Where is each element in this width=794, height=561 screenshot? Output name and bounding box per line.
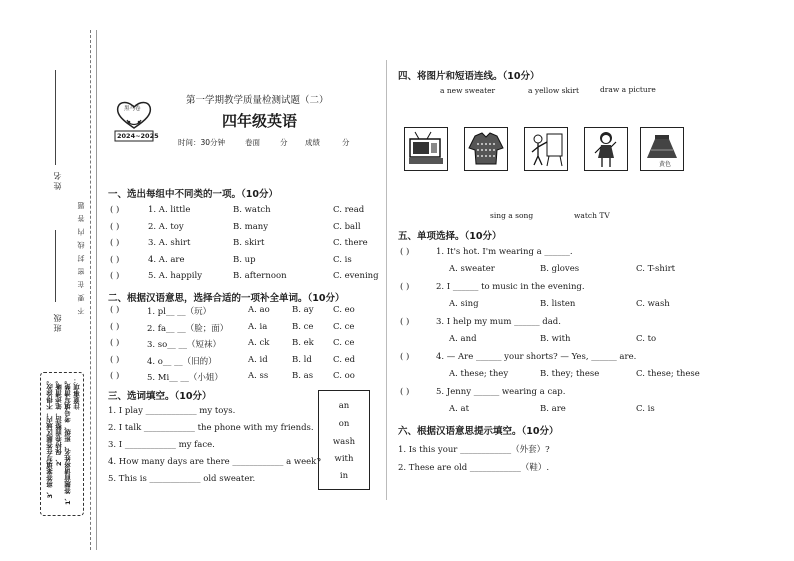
option-a: A. ia: [248, 321, 268, 332]
question-text: 4. o__ __（旧的）: [147, 356, 217, 367]
column-divider: [386, 60, 387, 500]
option-b: B. they; these: [540, 369, 600, 379]
question-text: 2. I ______ to music in the evening.: [436, 282, 585, 292]
answer-bracket: ( ): [110, 321, 120, 332]
name-blank: [55, 70, 57, 165]
option-b: B. ce: [292, 321, 314, 332]
question-text: 1. It's hot. I'm wearing a ______.: [436, 247, 573, 257]
answer-bracket: ( ): [110, 338, 120, 348]
option-c: C. wash: [636, 299, 670, 309]
tv-picture: [404, 127, 448, 171]
fill-blank-item: 5. This is ____________ old sweater.: [108, 474, 256, 484]
option-a: A. and: [449, 334, 477, 344]
answer-bracket: ( ): [110, 371, 120, 381]
option-b: B. ld: [292, 354, 312, 365]
sweater-picture: [464, 127, 508, 171]
answer-bracket: ( ): [400, 247, 410, 257]
section6-item-1: 1. Is this your ____________（外套）?: [398, 445, 550, 455]
option-b: B. afternoon: [233, 271, 287, 281]
notice-line-2: 2、保持卷面整洁，笔迹清晰。: [55, 377, 63, 467]
word-bank-item: on: [338, 419, 350, 429]
main-title: 四年级英语: [222, 112, 298, 130]
seal-line-inner: [96, 30, 97, 550]
fill-blank-item: 3. I ____________ my face.: [108, 440, 215, 450]
option-b: B. gloves: [540, 264, 580, 274]
question-text: 1. pl__ __（玩）: [147, 307, 212, 317]
option-c: C. oo: [333, 371, 355, 381]
option-c: C. is: [333, 254, 352, 265]
answer-bracket: ( ): [400, 317, 410, 327]
option-a: 5. A. happily: [148, 271, 203, 281]
option-c: C. read: [333, 205, 365, 215]
question-text: 3. so__ __（短袜）: [147, 340, 221, 350]
option-b: B. up: [233, 254, 256, 265]
answer-bracket: ( ): [110, 271, 120, 281]
skirt-picture: [640, 127, 684, 171]
seal-line: [90, 30, 91, 550]
option-a: A. these; they: [449, 369, 509, 379]
section6-item-2: 2. These are old ____________（鞋）.: [398, 463, 550, 473]
phrase-watch-tv: watch TV: [574, 211, 610, 220]
answer-bracket: ( ): [110, 205, 120, 215]
answer-bracket: ( ): [110, 254, 120, 265]
notice-line-1: 1、答题前请将姓名、班级、考号填写清楚。: [64, 377, 72, 506]
name-label: 姓名: [53, 170, 62, 190]
answer-bracket: ( ): [400, 387, 410, 397]
answer-bracket: ( ): [110, 238, 120, 248]
fill-blank-item: 1. I play ____________ my toys.: [108, 406, 236, 416]
notice-title: 注意事项：: [73, 377, 81, 410]
option-c: C. there: [333, 238, 368, 248]
word-bank-item: in: [339, 471, 349, 481]
phrase-draw-picture: draw a picture: [600, 85, 656, 94]
section2-title: 二、根据汉语意思，选择合适的一项补全单词。（10分）: [108, 293, 345, 304]
answer-bracket: ( ): [110, 354, 120, 365]
score1-unit: 分: [280, 138, 288, 147]
option-a: A. ck: [248, 338, 270, 348]
option-b: B. ek: [292, 338, 314, 348]
phrase-sing-song: sing a song: [490, 211, 534, 220]
fill-blank-item: 4. How many days are there ____________ a week?: [108, 457, 321, 467]
section6-title: 六、根据汉语意思提示填空。（10分）: [398, 426, 559, 437]
option-b: B. listen: [540, 299, 576, 309]
phrase-yellow-skirt: a yellow skirt: [528, 86, 580, 95]
exam-title: 第一学期教学质量检测试题（二）: [186, 95, 329, 106]
option-b: B. are: [540, 404, 566, 414]
skirt-caption: 黄色: [659, 161, 672, 168]
option-a: A. at: [449, 404, 470, 414]
option-a: A. id: [248, 354, 268, 365]
section1-title: 一、选出每组中不同类的一项。（10分）: [108, 189, 278, 200]
option-b: B. many: [233, 221, 269, 232]
time-label: 时间：30分钟: [178, 138, 226, 147]
phrase-new-sweater: a new sweater: [440, 86, 496, 95]
option-a: 2. A. toy: [148, 221, 184, 232]
word-bank-item: with: [334, 454, 354, 464]
class-blank: [55, 230, 57, 302]
option-a: 1. A. little: [148, 205, 191, 215]
girl-singing-picture: [584, 127, 628, 171]
option-c: C. evening: [333, 271, 379, 281]
class-label: 班级: [53, 312, 62, 332]
notice-line-3: 3、将答案填写在答题区域内，不得涂改。: [46, 377, 54, 499]
option-a: A. sing: [449, 299, 479, 309]
logo-text: 黑马卷: [124, 106, 141, 112]
option-c: C. ce: [333, 338, 355, 348]
section5-title: 五、单项选择。（10分）: [398, 231, 502, 242]
logo: [112, 98, 159, 144]
section4-title: 四、将图片和短语连线。（10分）: [398, 71, 540, 82]
option-c: C. ed: [333, 354, 356, 365]
word-bank-box: [318, 390, 370, 490]
fill-blank-item: 2. I talk ____________ the phone with my friends.: [108, 423, 314, 433]
option-b: B. as: [292, 371, 314, 381]
logo-year: 2024~2025: [117, 132, 159, 140]
option-c: C. these; these: [636, 369, 700, 379]
option-b: B. ay: [292, 305, 314, 315]
section3-title: 三、选词填空。（10分）: [108, 391, 212, 402]
answer-bracket: ( ): [110, 221, 120, 232]
question-text: 3. I help my mum ______ dad.: [436, 317, 561, 327]
option-c: C. ce: [333, 321, 355, 332]
question-text: 5. Jenny ______ wearing a cap.: [436, 387, 566, 397]
answer-bracket: ( ): [400, 352, 410, 362]
word-bank-item: an: [338, 401, 350, 411]
painter-picture: [524, 127, 568, 171]
word-bank-item: wash: [332, 437, 356, 447]
option-a: A. ss: [248, 371, 269, 381]
option-c: C. ball: [333, 221, 361, 232]
score2-unit: 分: [342, 138, 350, 147]
answer-bracket: ( ): [110, 305, 120, 315]
question-text: 5. Mi__ __（小姐）: [147, 373, 223, 383]
margin-warning: 不 要 在 密 封 线 内 答 题: [77, 200, 85, 315]
notice-box: [40, 372, 84, 516]
option-a: 3. A. shirt: [148, 238, 191, 248]
option-c: C. to: [636, 334, 657, 344]
option-c: C. T-shirt: [636, 264, 676, 274]
option-a: A. sweater: [449, 264, 495, 274]
option-b: B. with: [540, 334, 571, 344]
option-c: C. is: [636, 404, 655, 414]
question-text: 4. — Are ______ your shorts? — Yes, ______ are.: [436, 352, 637, 362]
answer-bracket: ( ): [400, 282, 410, 292]
score2-label: 成绩: [305, 138, 320, 147]
question-text: 2. fa__ __（脸；面）: [147, 323, 229, 334]
option-b: B. watch: [233, 205, 271, 215]
option-a: 4. A. are: [148, 254, 185, 265]
score1-label: 卷面: [245, 138, 260, 147]
option-a: A. ao: [248, 305, 270, 315]
option-b: B. skirt: [233, 238, 265, 248]
option-c: C. eo: [333, 305, 355, 315]
